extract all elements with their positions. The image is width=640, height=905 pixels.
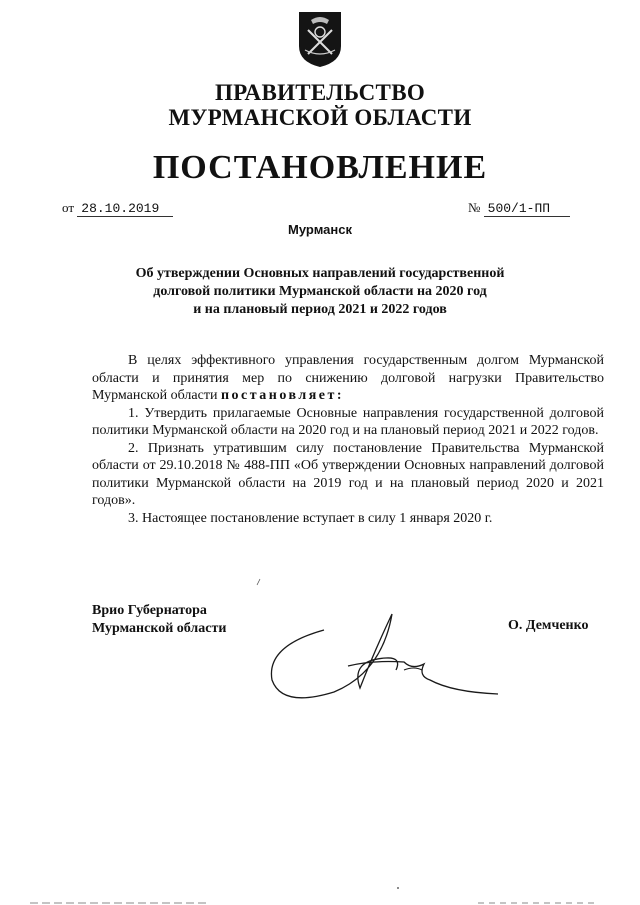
number-prefix: №: [468, 200, 481, 215]
body-paragraph-item3: 3. Настоящее постановление вступает в силу 1 января 2020 г.: [128, 510, 493, 526]
signatory-position: [92, 602, 226, 638]
scan-speck: [256, 578, 262, 586]
date-field: [62, 200, 173, 217]
subject-line: Об утверждении Основных направлений государственной: [135, 266, 505, 281]
intro-text: В целях эффективного управления государственным долгом Мурманской области и принятия мер по снижению долговой нагрузки Правительство Мурманской области: [92, 353, 604, 403]
subject-line: и на плановый период 2021 и 2022 годов: [193, 302, 447, 317]
subject-line: долговой политики Мурманской области на 2020 год: [153, 284, 487, 299]
position-line: Мурманской области: [92, 621, 227, 636]
body-paragraph-intro: [92, 352, 604, 405]
decree-word: постановляет:: [220, 388, 345, 403]
scan-speck: [396, 886, 400, 890]
document-type-heading: ПОСТАНОВЛЕНИЕ: [152, 149, 488, 186]
signatory-name: О. Демченко: [508, 618, 589, 633]
handwritten-signature: [262, 600, 512, 710]
document-number: 500/1-ПП: [484, 201, 570, 217]
city-label: Мурманск: [288, 222, 352, 237]
body-paragraph-item2: 2. Признать утратившим силу постановление Правительства Мурманской области от 29.10.2018 № 488-ПП «Об утверждении Основных направлений долговой политики Мурманской области на 2019 год и на плановый период 2020 и 2021 годов».: [92, 440, 604, 508]
document-subject: [100, 265, 540, 319]
document-date: 28.10.2019: [77, 201, 173, 217]
authority-title-line1: ПРАВИТЕЛЬСТВО: [214, 80, 426, 105]
number-field: [468, 200, 570, 217]
date-prefix: от: [62, 200, 75, 215]
coat-of-arms-icon: [297, 10, 343, 68]
position-line: Врио Губернатора: [92, 603, 207, 618]
authority-title-line2: МУРМАНСКОЙ ОБЛАСТИ: [168, 105, 472, 130]
body-paragraph-item1: 1. Утвердить прилагаемые Основные направления государственной долговой политики Мурманской области на 2020 год и на плановый период 2021 и 2022 годов.: [92, 405, 604, 438]
document-body: [92, 352, 604, 527]
